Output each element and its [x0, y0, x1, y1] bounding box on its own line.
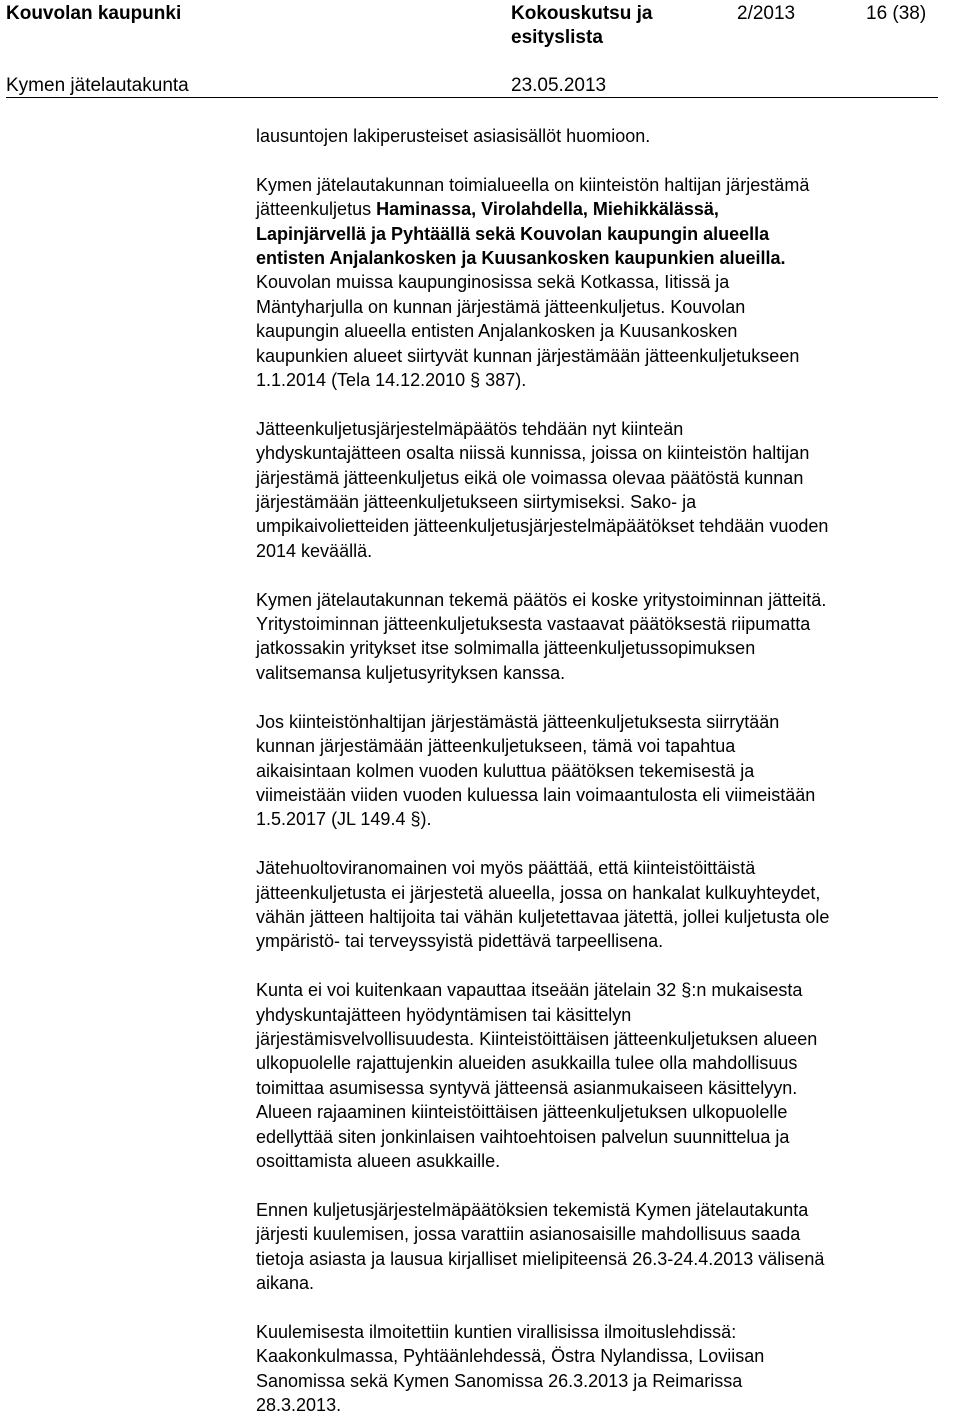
text-run: ulkopuolelle rajattujenkin alueiden asukkailla tulee olla mahdollisuus: [256, 1053, 798, 1074]
text-line: [256, 710, 946, 734]
text-run: järjesti kuulemisen, jossa varattiin asianosaisille mahdollisuus saada: [256, 1224, 801, 1245]
document-body: [256, 124, 946, 1417]
text-line: [256, 1247, 946, 1271]
text-run: osoittamista alueen asukkaille.: [256, 1150, 501, 1171]
document-type-line-1: Kokouskutsu ja: [511, 3, 653, 24]
text-line: [256, 1076, 946, 1100]
text-run: umpikaivolietteiden jätteenkuljetusjärjestelmäpäätökset tehdään vuoden: [256, 516, 829, 537]
text-run: Kaakonkulmassa, Pyhtäänlehdessä, Östra Nylandissa, Loviisan: [256, 1346, 765, 1367]
paragraph: [256, 856, 946, 954]
text-line: [256, 759, 946, 783]
text-line: [256, 881, 946, 905]
text-run: edellyttää siten jonkinlaisen vaihtoehtoisen palvelun suunnittelua ja: [256, 1126, 790, 1147]
text-run: Sanomissa sekä Kymen Sanomissa 26.3.2013 ja Reimarissa: [256, 1370, 743, 1391]
text-run: järjestämään jätteenkuljetukseen siirtymiseksi. Sako- ja: [256, 492, 697, 513]
text-line: [256, 1198, 946, 1222]
text-line: [256, 1100, 946, 1124]
paragraph: [256, 417, 946, 563]
text-run: jätteenkuljetus: [256, 199, 377, 220]
text-line: [256, 417, 946, 441]
text-line: [256, 978, 946, 1002]
page-header: [0, 0, 960, 98]
text-line: [256, 222, 946, 246]
text-run: ympäristö- tai terveyssyistä pidettävä tarpeellisena.: [256, 931, 664, 952]
text-line: [256, 807, 946, 831]
text-line: [256, 246, 946, 270]
paragraph: [256, 124, 946, 148]
text-run: tietoja asiasta ja lausua kirjalliset mielipiteensä 26.3-24.4.2013 välisenä: [256, 1248, 825, 1269]
text-line: [256, 1369, 946, 1393]
text-run: aikana.: [256, 1272, 315, 1293]
text-line: [256, 344, 946, 368]
text-line: [256, 173, 946, 197]
bold-text: Lapinjärvellä ja Pyhtäällä sekä Kouvolan kaupungin alueella: [256, 223, 770, 244]
text-run: 1.1.2014 (Tela 14.12.2010 § 387).: [256, 370, 527, 391]
text-line: [256, 612, 946, 636]
text-run: järjestämisvelvollisuudesta. Kiinteistöittäisen jätteenkuljetuksen alueen: [256, 1028, 818, 1049]
meeting-date: 23.05.2013: [511, 75, 607, 96]
bold-text: entisten Anjalankosken ja Kuusankosken kaupunkien alueilla.: [256, 248, 786, 269]
text-run: järjestämä jätteenkuljetus eikä ole voimassa olevaa päätöstä kunnan: [256, 467, 804, 488]
text-line: [256, 636, 946, 660]
text-run: valitsemansa kuljetusyrityksen kanssa.: [256, 662, 566, 683]
page-number: 16 (38): [866, 3, 927, 24]
text-line: [256, 1393, 946, 1417]
text-line: [256, 929, 946, 953]
paragraph: [256, 588, 946, 686]
text-run: jatkossakin yritykset itse solmimalla jätteenkuljetussopimuksen: [256, 638, 756, 659]
text-run: Mäntyharjulla on kunnan järjestämä jätteenkuljetus. Kouvolan: [256, 296, 746, 317]
text-run: 2014 keväällä.: [256, 540, 373, 561]
text-run: Jätteenkuljetusjärjestelmäpäätös tehdään nyt kiinteän: [256, 418, 684, 439]
text-run: Alueen rajaaminen kiinteistöittäisen jätteenkuljetuksen ulkopuolelle: [256, 1102, 788, 1123]
text-run: Ennen kuljetusjärjestelmäpäätöksien tekemistä Kymen jätelautakunta: [256, 1199, 809, 1220]
bold-text: Haminassa, Virolahdella, Miehikkälässä,: [376, 199, 719, 220]
text-line: [256, 490, 946, 514]
committee-name: Kymen jätelautakunta: [6, 75, 189, 96]
text-run: Kouvolan muissa kaupunginosissa sekä Kotkassa, Iitissä ja: [256, 272, 730, 293]
text-line: [256, 856, 946, 880]
text-line: [256, 588, 946, 612]
text-run: kaupunkien alueet siirtyvät kunnan järjestämään jätteenkuljetukseen: [256, 345, 800, 366]
text-line: [256, 319, 946, 343]
text-line: [256, 270, 946, 294]
text-run: yhdyskuntajätteen hyödyntämisen tai käsittelyn: [256, 1004, 632, 1025]
text-run: Kuulemisesta ilmoitettiin kuntien virallisissa ilmoituslehdissä:: [256, 1321, 737, 1342]
text-line: [256, 514, 946, 538]
text-line: [256, 368, 946, 392]
text-line: [256, 539, 946, 563]
text-line: [256, 466, 946, 490]
text-line: [256, 1271, 946, 1295]
text-line: [256, 1222, 946, 1246]
text-run: kaupungin alueella entisten Anjalankosken ja Kuusankosken: [256, 321, 738, 342]
text-run: kunnan järjestämään jätteenkuljetukseen, tämä voi tapahtua: [256, 736, 736, 757]
meeting-number: 2/2013: [737, 3, 796, 24]
text-run: jätteenkuljetusta ei järjestetä alueella, jossa on hankalat kulkuyhteydet,: [256, 882, 821, 903]
text-run: lausuntojen lakiperusteiset asiasisällöt huomioon.: [256, 126, 651, 146]
text-run: 1.5.2017 (JL 149.4 §).: [256, 809, 432, 830]
text-line: [256, 905, 946, 929]
paragraph: [256, 710, 946, 832]
paragraph: [256, 1320, 946, 1418]
text-run: Jätehuoltoviranomainen voi myös päättää, että kiinteistöittäistä: [256, 858, 756, 879]
text-run: vähän jätteen haltijoita tai vähän kuljetettavaa jätettä, jollei kuljetusta ole: [256, 906, 830, 927]
text-run: Kymen jätelautakunnan toimialueella on kiinteistön haltijan järjestämä: [256, 174, 810, 195]
text-line: [256, 124, 946, 148]
text-line: [256, 1344, 946, 1368]
text-line: [256, 661, 946, 685]
text-line: [256, 1027, 946, 1051]
text-run: 28.3.2013.: [256, 1395, 342, 1415]
text-run: aikaisintaan kolmen vuoden kuluttua päätöksen tekemisestä ja: [256, 760, 755, 781]
text-run: Jos kiinteistönhaltijan järjestämästä jätteenkuljetuksesta siirrytään: [256, 711, 780, 732]
text-line: [256, 734, 946, 758]
organization-name: Kouvolan kaupunki: [6, 3, 182, 24]
text-line: [256, 1051, 946, 1075]
paragraph: [256, 978, 946, 1173]
text-run: Yritystoiminnan jätteenkuljetuksesta vastaavat päätöksestä riipumatta: [256, 614, 811, 635]
header-divider: [6, 97, 938, 98]
text-line: [256, 1320, 946, 1344]
text-line: [256, 197, 946, 221]
text-run: toimittaa asumisessa syntyvä jätteensä asianmukaiseen käsittelyyn.: [256, 1077, 798, 1098]
text-run: Kymen jätelautakunnan tekemä päätös ei koske yritystoiminnan jätteitä.: [256, 589, 827, 610]
text-run: yhdyskuntajätteen osalta niissä kunnissa, joissa on kiinteistön haltijan: [256, 443, 810, 464]
document-type-line-2: esityslista: [511, 27, 603, 48]
text-line: [256, 295, 946, 319]
text-line: [256, 1125, 946, 1149]
text-line: [256, 1003, 946, 1027]
text-line: [256, 1149, 946, 1173]
text-line: [256, 441, 946, 465]
paragraph: [256, 1198, 946, 1296]
text-line: [256, 783, 946, 807]
text-run: Kunta ei voi kuitenkaan vapauttaa itseään jätelain 32 §:n mukaisesta: [256, 980, 803, 1001]
paragraph: [256, 173, 946, 393]
text-run: viimeistään viiden vuoden kuluessa lain voimaantulosta eli viimeistään: [256, 784, 816, 805]
